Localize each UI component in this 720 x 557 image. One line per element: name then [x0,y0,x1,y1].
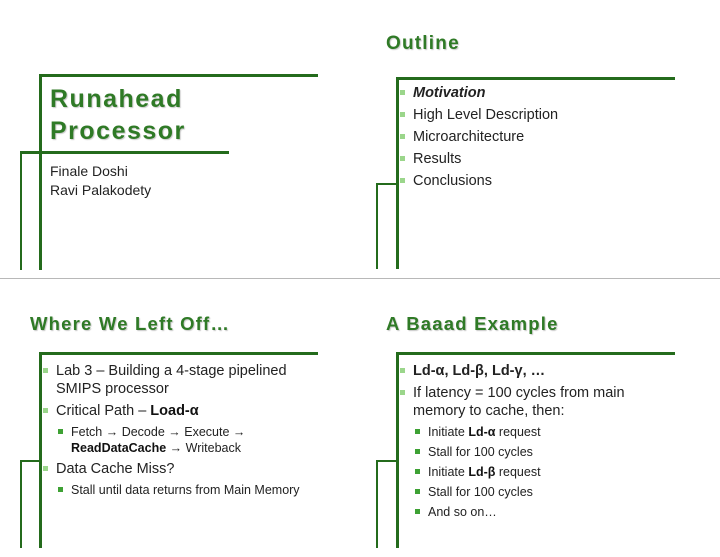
outline-list [399,84,558,190]
title-line-2: Processor [50,117,186,145]
item-text: Initiate [428,465,469,479]
middle-rule [376,460,398,462]
sub-list-item: Stall until data returns from Main Memory [42,482,342,498]
sub-list-item [399,424,699,440]
slide-baaad-example[interactable] [360,279,720,557]
content-list [42,362,342,498]
item-text: SMIPS processor [56,381,169,397]
item-bold-text: Ld-β [468,465,496,479]
list-item: Motivation [399,84,558,102]
item-text: Lab 3 – Building a 4-stage pipelined [56,363,287,379]
author-1: Finale Doshi [50,163,128,179]
item-text: → Writeback [166,441,241,455]
item-bold-text: Ld-α [468,425,496,439]
authors [50,162,151,200]
list-item: Microarchitecture [399,128,558,146]
left-rule-inner [20,151,22,270]
slide-heading: Where We Left Off… [30,313,231,334]
top-rule [39,74,318,77]
author-2: Ravi Palakodety [50,182,152,198]
item-text: memory to cache, then: [413,403,565,419]
list-item [42,362,342,398]
sub-list-item: Stall for 100 cycles [399,444,699,460]
left-rule-inner [376,460,378,548]
item-text: If latency = 100 cycles from main [413,385,625,401]
middle-rule [376,183,398,185]
sub-list-item [42,424,342,456]
left-rule-inner [20,460,22,548]
list-item: Data Cache Miss? [42,460,342,478]
item-bold-text: ReadDataCache [71,441,167,455]
slide-title[interactable] [0,0,360,278]
item-text: Critical Path – [56,403,151,419]
sub-list-item: And so on… [399,504,699,520]
item-text: Fetch → Decode → Execute → [71,425,246,439]
list-item [42,402,342,420]
content-list [399,362,699,520]
item-bold-text: Load-α [150,403,199,419]
slide-where-we-left-off[interactable] [0,279,360,557]
slide-heading: A Baaad Example [386,313,559,334]
middle-rule [20,151,229,154]
item-text: request [495,465,541,479]
list-item: High Level Description [399,106,558,124]
list-item: Conclusions [399,172,558,190]
title-line-1: Runahead [50,85,183,113]
list-item [399,384,699,420]
list-item: Ld-α, Ld-β, Ld-γ, … [399,362,699,380]
item-text: request [495,425,541,439]
left-rule-inner [376,183,378,269]
top-rule [396,77,675,80]
sub-list-item [399,464,699,480]
top-rule [39,352,318,355]
presentation-title [50,83,186,147]
item-text: Initiate [428,425,469,439]
left-rule-outer [39,74,42,270]
sub-list-item: Stall for 100 cycles [399,484,699,500]
top-rule [396,352,675,355]
list-item: Results [399,150,558,168]
slide-heading: Outline [386,33,460,54]
slide-outline[interactable] [360,0,720,278]
middle-rule [20,460,42,462]
